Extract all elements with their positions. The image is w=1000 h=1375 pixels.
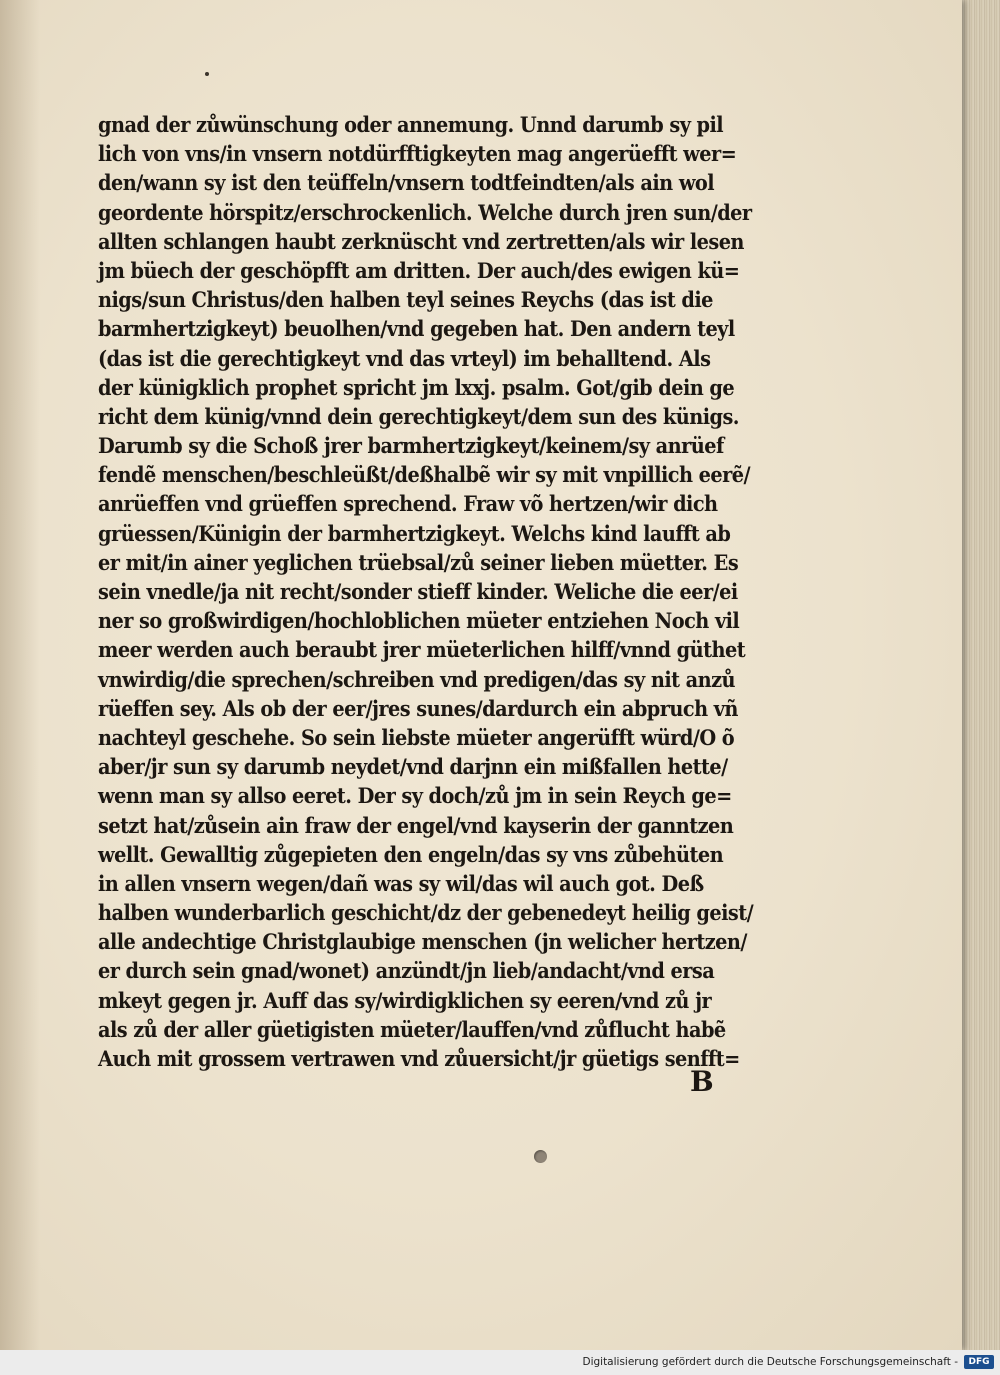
text-line: rüeffen sey. Als ob der eer/jres sunes/dardurch ein abpruch vñ [98,695,738,721]
text-line: setzt hat/zůsein ain fraw der engel/vnd kayserin der ganntzen [98,812,734,838]
digitization-credit: Digitalisierung gefördert durch die Deutsche Forschungsgemeinschaft - [582,1356,958,1368]
text-line: gnad der zůwünschung oder annemung. Unnd darumb sy pil [98,112,724,137]
text-line: meer werden auch beraubt jrer müeterlichen hilff/vnnd güthet [98,637,746,663]
text-line: vnwirdig/die sprechen/schreiben vnd predigen/das sy nit anzů [98,666,736,692]
text-line: aber/jr sun sy darumb neydet/vnd darjnn ein mißfallen hette/ [98,754,728,780]
text-line: halben wunderbarlich geschicht/dz der gebenedeyt heilig geist/ [98,900,754,926]
text-line: geordente hörspitz/erschrockenlich. Welche durch jren sun/der [98,199,752,225]
text-line: grüessen/Künigin der barmhertzigkeyt. Welchs kind laufft ab [98,520,731,546]
signature-mark: B [690,1065,714,1098]
text-block [98,110,788,1073]
text-line: er mit/in ainer yeglichen trüebsal/zů seiner lieben müetter. Es [98,549,739,575]
text-line: in allen vnsern wegen/dañ was sy wil/das wil auch got. Deß [98,870,704,896]
text-line: ner so großwirdigen/hochloblichen müeter entziehen Noch vil [98,608,740,634]
text-line: fendẽ menschen/beschleüßt/deßhalbẽ wir sy mit vnpillich eerẽ/ [98,462,751,488]
text-line: nigs/sun Christus/den halben teyl seines Reychs (das ist die [98,287,713,313]
text-line: barmhertzigkeyt) beuolhen/vnd gegeben hat. Den andern teyl [98,316,735,342]
text-line: er durch sein gnad/wonet) anzündt/jn lieb/andacht/vnd ersa [98,958,715,984]
text-line: den/wann sy ist den teüffeln/vnsern todtfeindten/als ain wol [98,170,715,196]
text-line: Darumb sy die Schoß jrer barmhertzigkeyt/keinem/sy anrüef [98,433,724,459]
text-line: mkeyt gegen jr. Auff das sy/wirdigklichen sy eeren/vnd zů jr [98,987,712,1013]
dfg-logo: DFG [964,1355,994,1369]
paper-hole [534,1150,547,1163]
text-line: allten schlangen haubt zerknüscht vnd zertretten/als wir lesen [98,228,744,254]
text-line: Auch mit grossem vertrawen vnd zůuersicht/jr güetigs senfft= [98,1046,740,1071]
text-line: jm büech der geschöpfft am dritten. Der auch/des ewigen kü= [98,257,740,283]
text-line: alle andechtige Christglaubige menschen (jn welicher hertzen/ [98,929,747,955]
ink-dot [205,72,209,76]
text-line: (das ist die gerechtigkeyt vnd das vrteyl) im behalltend. Als [98,345,711,371]
text-line: wenn man sy allso eeret. Der sy doch/zů jm in sein Reych ge= [98,783,732,809]
text-line: als zů der aller güetigisten müeter/lauffen/vnd zůflucht habẽ [98,1016,726,1042]
text-line: wellt. Gewalltig zůgepieten den engeln/das sy vns zůbehüten [98,841,724,867]
text-line: richt dem künig/vnnd dein gerechtigkeyt/dem sun des künigs. [98,403,739,429]
text-line: sein vnedle/ja nit recht/sonder stieff kinder. Weliche die eer/ei [98,579,738,604]
text-line: der künigklich prophet spricht jm lxxj. psalm. Got/gib dein ge [98,374,735,400]
text-line: nachteyl geschehe. So sein liebste müeter angerüfft würd/O õ [98,724,735,750]
text-line: anrüeffen vnd grüeffen sprechend. Fraw võ hertzen/wir dich [98,491,718,517]
text-line: lich von vns/in vnsern notdürfftigkeyten mag angerüefft wer= [98,141,737,167]
